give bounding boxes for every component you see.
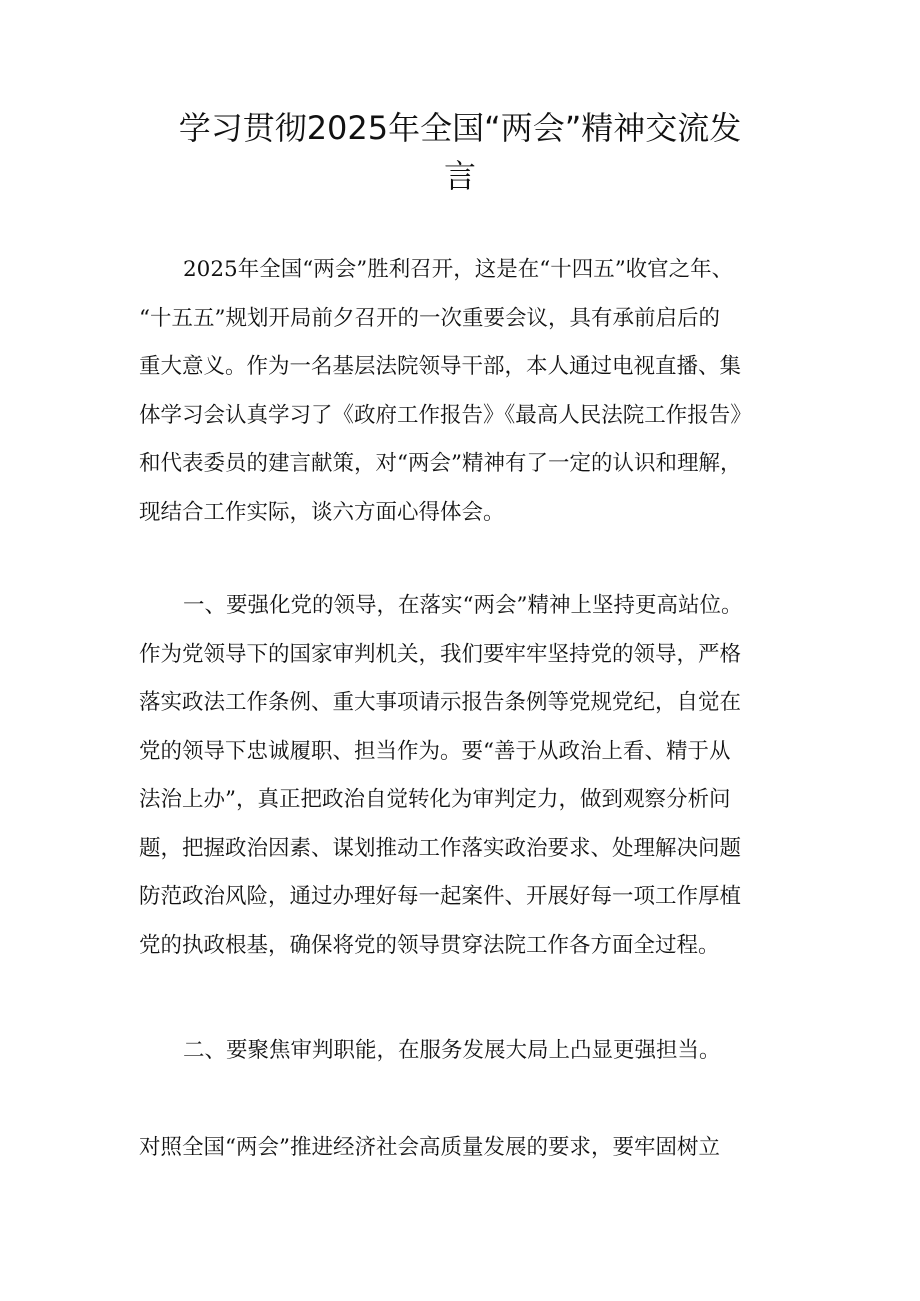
text-line: “十五五”规划开局前夕召开的一次重要会议，具有承前启后的 <box>139 305 720 331</box>
text-line: 党的执政根基，确保将党的领导贯穿法院工作各方面全过程。 <box>139 932 720 958</box>
text-line: 体学习会认真学习了《政府工作报告》《最高人民法院工作报告》 <box>139 402 752 428</box>
section-heading-line: 一、要强化党的领导，在落实“两会”精神上坚持更高站位。 <box>183 593 743 618</box>
text-line: 题，把握政治因素、谋划推动工作落实政治要求、处理解决问题 <box>139 835 742 861</box>
paragraph-intro <box>139 246 784 537</box>
text-line: 现结合工作实际，谈六方面心得体会。 <box>139 499 505 525</box>
text-line: 落实政法工作条例、重大事项请示报告条例等党规党纪，自觉在 <box>139 690 742 715</box>
text-line: 和代表委员的建言献策，对“两会”精神有了一定的认识和理解， <box>139 451 742 476</box>
text-line: 防范政治风险，通过办理好每一起案件、开展好每一项工作厚植 <box>139 884 742 909</box>
paragraph-section-one <box>139 582 784 970</box>
text-line: 法治上办”，真正把政治自觉转化为审判定力，做到观察分析问 <box>139 787 731 812</box>
title-line: 言 <box>443 157 476 195</box>
text-line: 党的领导下忠诚履职、担当作为。要“善于从政治上看、精于从 <box>139 738 731 764</box>
text-line: 对照全国“两会”推进经济社会高质量发展的要求，要牢固树立 <box>139 1135 720 1160</box>
text-line: 重大意义。作为一名基层法院领导干部，本人通过电视直播、集 <box>139 354 742 379</box>
paragraph-section-two-body <box>139 1124 784 1173</box>
text-line: 2025年全国“两会”胜利召开，这是在“十四五”收官之年、 <box>183 257 734 282</box>
document-title <box>140 104 780 200</box>
section-heading-line: 二、要聚焦审判职能，在服务发展大局上凸显更强担当。 <box>183 1038 721 1063</box>
text-line: 作为党领导下的国家审判机关，我们要牢牢坚持党的领导，严格 <box>139 641 742 667</box>
title-line: 学习贯彻2025年全国“两会”精神交流发 <box>178 109 742 147</box>
paragraph-section-two-heading <box>139 1027 784 1076</box>
